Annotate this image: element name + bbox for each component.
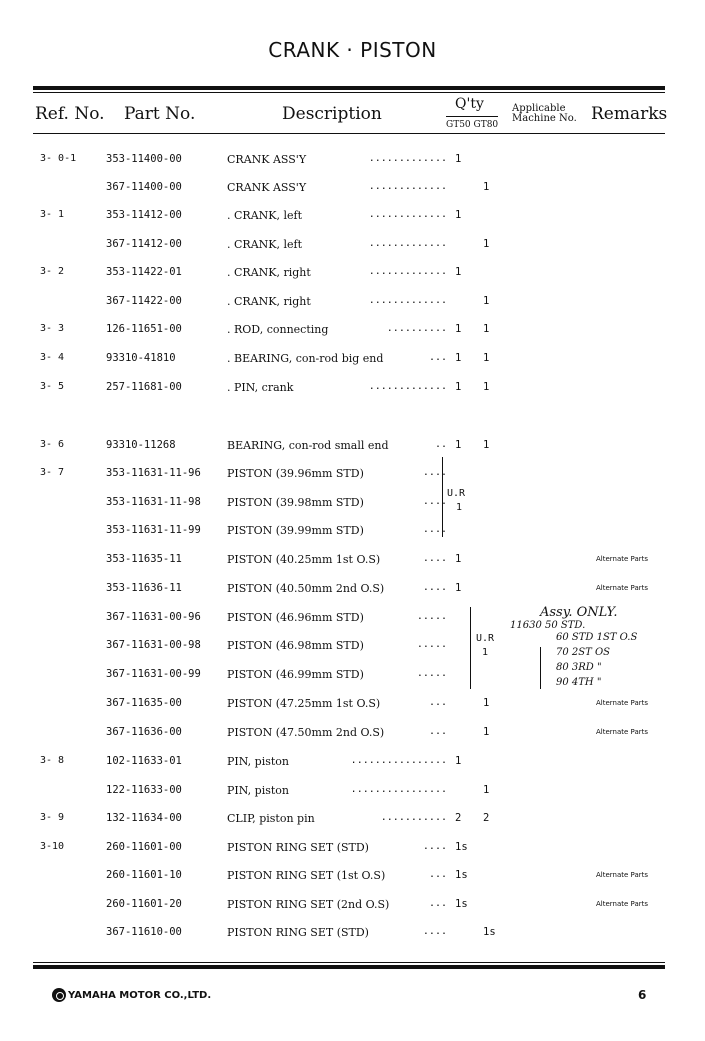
leader-dots: ....: [422, 553, 447, 564]
yamaha-logo-icon: [52, 988, 66, 1002]
leader-dots: ..: [434, 439, 447, 450]
table-row: [0, 352, 705, 372]
table-row: [0, 209, 705, 229]
part-no-cell: 353-11631-11-99: [106, 524, 201, 536]
description-cell: PISTON (46.96mm STD): [227, 611, 364, 624]
part-no-cell: 367-11631-00-96: [106, 611, 201, 623]
description-cell: CLIP, piston pin: [227, 812, 315, 825]
top-rule-thin: [33, 92, 665, 93]
description-cell: PISTON (47.50mm 2nd O.S): [227, 726, 385, 739]
qty-gt50-cell: 1: [455, 323, 462, 335]
qty-gt80-cell: 1: [483, 352, 490, 364]
qty-gt50-cell: 1: [455, 755, 462, 767]
description-cell: CRANK ASS'Y: [227, 153, 307, 166]
part-no-cell: 367-11635-00: [106, 697, 182, 709]
part-no-cell: 367-11631-00-99: [106, 668, 201, 680]
remarks-cell: Alternate Parts: [596, 871, 649, 879]
footer-brand: YAMAHA MOTOR CO.,LTD.: [68, 989, 212, 1001]
leader-dots: ....: [422, 841, 447, 852]
description-cell: PISTON (46.99mm STD): [227, 668, 364, 681]
qty-gt50-cell: 1s: [455, 841, 468, 853]
table-row: [0, 266, 705, 286]
part-no-cell: 353-11631-11-96: [106, 467, 201, 479]
qty-gt50-cell: 1: [455, 439, 462, 451]
description-cell: PISTON RING SET (STD): [227, 841, 369, 854]
description-cell: PISTON (40.25mm 1st O.S): [227, 553, 381, 566]
table-row: [0, 295, 705, 315]
table-row: [0, 841, 705, 861]
qty-gt80-cell: 1: [483, 697, 490, 709]
ref-no-cell: 3- 9: [40, 812, 65, 823]
handwritten-note-2: 11630 50 STD.: [510, 620, 586, 631]
header-qty-divider: [446, 116, 498, 117]
leader-dots: .....: [416, 611, 447, 622]
description-cell: PISTON (39.99mm STD): [227, 524, 364, 537]
leader-dots: ................: [350, 784, 447, 795]
leader-dots: ..........: [386, 323, 447, 334]
header-applicable: Applicable: [512, 103, 566, 114]
description-cell: BEARING, con-rod small end: [227, 439, 389, 452]
header-part-no: Part No.: [124, 104, 196, 124]
table-row: [0, 467, 705, 487]
part-no-cell: 132-11634-00: [106, 812, 182, 824]
table-row: [0, 812, 705, 832]
leader-dots: .............: [368, 266, 447, 277]
part-no-cell: 93310-11268: [106, 439, 176, 451]
remarks-cell: Alternate Parts: [596, 728, 649, 736]
table-row: [0, 524, 705, 544]
table-row: [0, 238, 705, 258]
qty-gt80-cell: 1s: [483, 926, 496, 938]
description-cell: . CRANK, left: [227, 238, 302, 251]
gt50-group-label: U.R: [447, 488, 466, 499]
ref-no-cell: 3- 3: [40, 323, 65, 334]
description-cell: . CRANK, right: [227, 266, 311, 279]
qty-gt50-cell: 1: [455, 266, 462, 278]
page-number: 6: [638, 988, 647, 1002]
part-no-cell: 367-11412-00: [106, 238, 182, 250]
leader-dots: ...: [428, 869, 447, 880]
qty-gt80-cell: 1: [483, 238, 490, 250]
qty-gt80-cell: 1: [483, 726, 490, 738]
handwritten-note-1: Assy. ONLY.: [540, 605, 618, 620]
leader-dots: ....: [422, 467, 447, 478]
part-no-cell: 260-11601-20: [106, 898, 182, 910]
part-no-cell: 367-11636-00: [106, 726, 182, 738]
ref-no-cell: 3- 6: [40, 439, 65, 450]
table-row: [0, 582, 705, 602]
header-description: Description: [282, 104, 382, 124]
gt50-group-qty: 1: [456, 502, 463, 513]
part-no-cell: 353-11635-11: [106, 553, 182, 565]
description-cell: . BEARING, con-rod big end: [227, 352, 384, 365]
table-row: [0, 323, 705, 343]
part-no-cell: 353-11400-00: [106, 153, 182, 165]
description-cell: CRANK ASS'Y: [227, 181, 307, 194]
qty-gt80-cell: 1: [483, 323, 490, 335]
table-row: [0, 153, 705, 173]
part-no-cell: 367-11610-00: [106, 926, 182, 938]
table-row: [0, 898, 705, 918]
qty-gt50-cell: 1: [455, 352, 462, 364]
ref-no-cell: 3- 7: [40, 467, 65, 478]
part-no-cell: 260-11601-10: [106, 869, 182, 881]
description-cell: . ROD, connecting: [227, 323, 329, 336]
part-no-cell: 367-11422-00: [106, 295, 182, 307]
qty-gt50-cell: 2: [455, 812, 462, 824]
part-no-cell: 353-11412-00: [106, 209, 182, 221]
qty-gt50-cell: 1: [455, 209, 462, 221]
handwritten-note-4: 70 2ST OS: [556, 647, 611, 658]
part-no-cell: 122-11633-00: [106, 784, 182, 796]
header-qty-models: GT50 GT80: [446, 120, 499, 130]
gt80-group-qty: 1: [482, 647, 489, 658]
description-cell: PISTON (46.98mm STD): [227, 639, 364, 652]
qty-gt50-cell: 1s: [455, 869, 468, 881]
description-cell: PISTON (39.98mm STD): [227, 496, 364, 509]
qty-gt80-cell: 1: [483, 784, 490, 796]
part-no-cell: 353-11422-01: [106, 266, 182, 278]
header-remarks: Remarks: [591, 104, 668, 124]
leader-dots: .....: [416, 639, 447, 650]
description-cell: PISTON RING SET (1st O.S): [227, 869, 386, 882]
leader-dots: ....: [422, 926, 447, 937]
remarks-cell: Alternate Parts: [596, 900, 649, 908]
qty-gt50-cell: 1s: [455, 898, 468, 910]
qty-gt80-cell: 1: [483, 295, 490, 307]
description-cell: PISTON (40.50mm 2nd O.S): [227, 582, 385, 595]
part-no-cell: 257-11681-00: [106, 381, 182, 393]
leader-dots: .............: [368, 209, 447, 220]
qty-gt50-cell: 1: [455, 381, 462, 393]
table-row: [0, 784, 705, 804]
gt80-group-bracket: [470, 607, 471, 689]
remarks-cell: Alternate Parts: [596, 699, 649, 707]
gt50-group-bracket: [442, 457, 443, 537]
description-cell: . PIN, crank: [227, 381, 294, 394]
leader-dots: ...: [428, 697, 447, 708]
header-machine-no: Machine No.: [512, 113, 577, 124]
qty-gt80-cell: 1: [483, 439, 490, 451]
handwritten-brace: [540, 647, 541, 689]
table-row: [0, 439, 705, 459]
table-row: [0, 496, 705, 516]
description-cell: PIN, piston: [227, 784, 289, 797]
leader-dots: .............: [368, 381, 447, 392]
leader-dots: .............: [368, 181, 447, 192]
remarks-cell: Alternate Parts: [596, 584, 649, 592]
table-row: [0, 553, 705, 573]
leader-dots: ...........: [380, 812, 447, 823]
qty-gt50-cell: 1: [455, 582, 462, 594]
part-no-cell: 367-11631-00-98: [106, 639, 201, 651]
handwritten-note-6: 90 4TH ": [556, 677, 602, 688]
leader-dots: ...: [428, 898, 447, 909]
part-no-cell: 126-11651-00: [106, 323, 182, 335]
table-row: [0, 181, 705, 201]
ref-no-cell: 3- 0-1: [40, 153, 77, 164]
ref-no-cell: 3- 8: [40, 755, 65, 766]
description-cell: . CRANK, left: [227, 209, 302, 222]
top-rule: [33, 86, 665, 90]
description-cell: . CRANK, right: [227, 295, 311, 308]
qty-gt50-cell: 1: [455, 553, 462, 565]
ref-no-cell: 3-10: [40, 841, 65, 852]
description-cell: PISTON RING SET (STD): [227, 926, 369, 939]
header-ref-no: Ref. No.: [35, 104, 105, 124]
leader-dots: .............: [368, 238, 447, 249]
leader-dots: ....: [422, 496, 447, 507]
part-no-cell: 367-11400-00: [106, 181, 182, 193]
qty-gt80-cell: 2: [483, 812, 490, 824]
handwritten-note-5: 80 3RD ": [556, 662, 602, 673]
part-no-cell: 353-11631-11-98: [106, 496, 201, 508]
header-qty: Q'ty: [455, 96, 484, 112]
part-no-cell: 353-11636-11: [106, 582, 182, 594]
leader-dots: ....: [422, 582, 447, 593]
part-no-cell: 93310-41810: [106, 352, 176, 364]
bottom-rule: [33, 965, 665, 969]
qty-gt80-cell: 1: [483, 381, 490, 393]
remarks-cell: Alternate Parts: [596, 555, 649, 563]
part-no-cell: 102-11633-01: [106, 755, 182, 767]
table-row: [0, 726, 705, 746]
leader-dots: ................: [350, 755, 447, 766]
footer-logo: [52, 988, 211, 1002]
gt80-group-label: U.R: [476, 633, 495, 644]
handwritten-note-3: 60 STD 1ST O.S: [556, 632, 638, 643]
page-title: CRANK · PISTON: [268, 38, 437, 62]
leader-dots: ...: [428, 726, 447, 737]
header-underline: [33, 133, 665, 134]
leader-dots: ....: [422, 524, 447, 535]
table-row: [0, 926, 705, 946]
ref-no-cell: 3- 2: [40, 266, 65, 277]
leader-dots: .............: [368, 295, 447, 306]
table-row: [0, 869, 705, 889]
bottom-rule-thin: [33, 962, 665, 963]
table-row: [0, 697, 705, 717]
leader-dots: .............: [368, 153, 447, 164]
leader-dots: ...: [428, 352, 447, 363]
ref-no-cell: 3- 5: [40, 381, 65, 392]
part-no-cell: 260-11601-00: [106, 841, 182, 853]
qty-gt80-cell: 1: [483, 181, 490, 193]
ref-no-cell: 3- 1: [40, 209, 65, 220]
leader-dots: .....: [416, 668, 447, 679]
description-cell: PIN, piston: [227, 755, 289, 768]
description-cell: PISTON RING SET (2nd O.S): [227, 898, 390, 911]
qty-gt50-cell: 1: [455, 153, 462, 165]
description-cell: PISTON (39.96mm STD): [227, 467, 364, 480]
table-row: [0, 381, 705, 401]
table-row: [0, 755, 705, 775]
ref-no-cell: 3- 4: [40, 352, 65, 363]
description-cell: PISTON (47.25mm 1st O.S): [227, 697, 381, 710]
